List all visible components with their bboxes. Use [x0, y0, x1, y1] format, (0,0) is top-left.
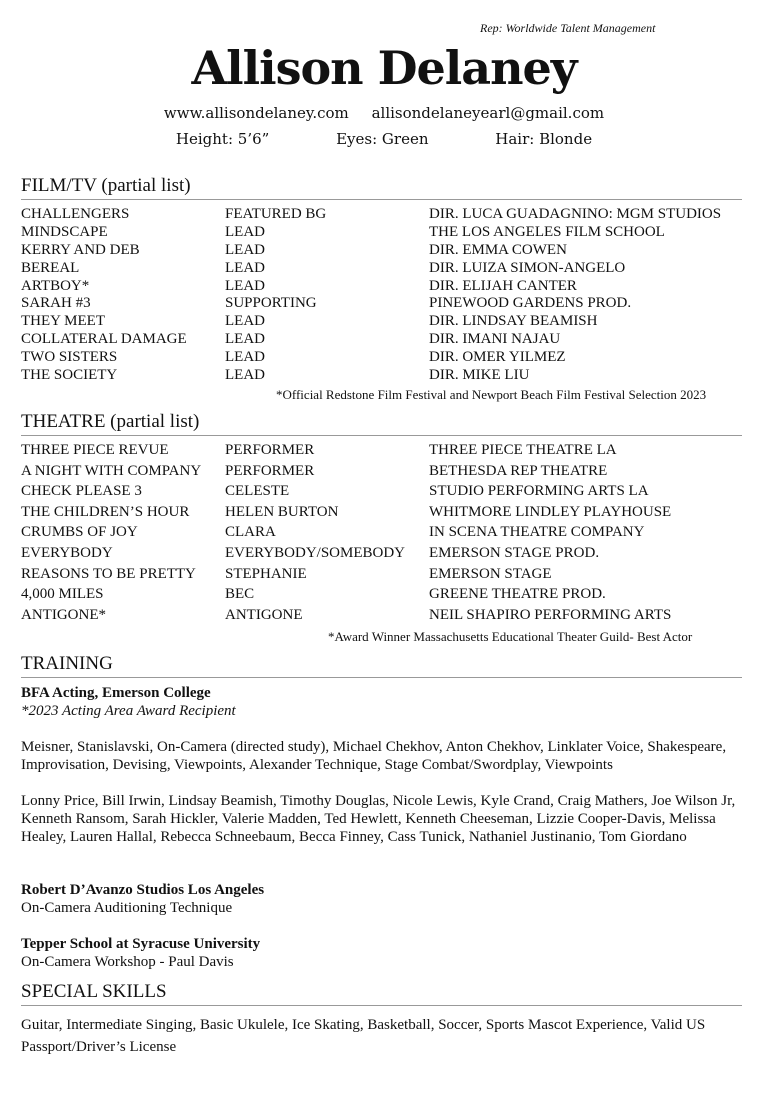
hair-stat: Hair: Blonde	[495, 130, 593, 148]
training-studio	[21, 881, 748, 917]
credit-company: IN SCENA THEATRE COMPANY	[429, 524, 645, 541]
credit-row	[21, 502, 748, 523]
credit-row	[21, 260, 748, 278]
studio-name: Robert D’Avanzo Studios Los Angeles	[21, 882, 265, 898]
school-award: *2023 Acting Area Award Recipient	[21, 703, 236, 719]
credit-role: STEPHANIE	[225, 565, 307, 582]
credit-role: LEAD	[225, 277, 265, 294]
credit-role: LEAD	[225, 223, 265, 240]
credit-title: MINDSCAPE	[21, 223, 108, 240]
credit-role: LEAD	[225, 367, 265, 384]
training-studio	[21, 935, 748, 971]
credit-role: LEAD	[225, 313, 265, 330]
training-teachers: Lonny Price, Bill Irwin, Lindsay Beamish, Timothy Douglas, Nicole Lewis, Kyle Crand, Craig Mathers, Joe Wilson Jr, Kenneth Ransom, Sarah Hickler, Valerie Madden, Ted Hewlett, Kenneth Cheeseman, Lizzie Cooper-Davis, Melissa Healey, Lauren Hallal, Rebecca Schneebaum, Becca Finney, Cass Tunick, Nathaniel Justinanio, Tom Giordano	[21, 793, 736, 845]
credit-row	[21, 331, 748, 349]
website-link[interactable]: www.allisondelaney.com	[163, 104, 349, 122]
credit-role: SUPPORTING	[225, 295, 317, 312]
credit-title: THEY MEET	[21, 313, 106, 330]
credit-company: BETHESDA REP THEATRE	[429, 462, 608, 479]
credit-title: EVERYBODY	[21, 544, 113, 561]
skills-heading: SPECIAL SKILLS	[21, 981, 742, 1006]
credit-role: HELEN BURTON	[225, 503, 339, 520]
credit-row	[21, 564, 748, 585]
credit-company: DIR. EMMA COWEN	[429, 241, 567, 258]
credit-role: PERFORMER	[225, 442, 315, 458]
credit-row	[21, 605, 748, 626]
credit-role: CLARA	[225, 524, 276, 541]
credit-company: DIR. MIKE LIU	[429, 367, 530, 384]
training-school	[21, 684, 748, 720]
credit-row	[21, 349, 748, 367]
theatre-heading: THEATRE (partial list)	[21, 411, 742, 436]
credit-title: CHALLENGERS	[21, 206, 130, 222]
school-name: BFA Acting, Emerson College	[21, 685, 211, 701]
credit-title: THREE PIECE REVUE	[21, 442, 169, 458]
credit-company: EMERSON STAGE PROD.	[429, 544, 600, 561]
credit-title: KERRY AND DEB	[21, 241, 140, 258]
training-techniques: Meisner, Stanislavski, On-Camera (directed study), Michael Chekhov, Anton Chekhov, Linklater Voice, Shakespeare, Improvisation, Devising, Viewpoints, Alexander Technique, Stage Combat/Swordplay, Viewpoints	[21, 739, 727, 773]
credit-company: DIR. LUCA GUADAGNINO: MGM STUDIOS	[429, 206, 722, 222]
credit-row	[21, 461, 748, 482]
credit-company: WHITMORE LINDLEY PLAYHOUSE	[429, 503, 672, 520]
credit-company: DIR. ELIJAH CANTER	[429, 277, 577, 294]
credit-title: TWO SISTERS	[21, 349, 118, 366]
credit-role: EVERYBODY/SOMEBODY	[225, 544, 406, 561]
credit-row	[21, 481, 748, 502]
credit-title: CHECK PLEASE 3	[21, 483, 142, 500]
credit-title: A NIGHT WITH COMPANY	[21, 462, 202, 479]
credit-row	[21, 206, 748, 224]
credit-row	[21, 543, 748, 564]
credit-company: STUDIO PERFORMING ARTS LA	[429, 483, 649, 500]
contact-line	[0, 104, 768, 122]
credit-row	[21, 278, 748, 296]
credit-role: LEAD	[225, 331, 265, 348]
credit-title: CRUMBS OF JOY	[21, 524, 138, 541]
credit-title: THE CHILDREN’S HOUR	[21, 503, 190, 520]
credit-row	[21, 522, 748, 543]
film-heading: FILM/TV (partial list)	[21, 175, 742, 200]
credit-title: ARTBOY*	[21, 277, 90, 294]
credit-title: ANTIGONE*	[21, 606, 106, 623]
stats-line	[0, 130, 768, 148]
representation-label: Rep: Worldwide Talent Management	[480, 21, 656, 35]
credit-role: FEATURED BG	[225, 206, 327, 222]
theatre-footnote: *Award Winner Massachusetts Educational Theater Guild- Best Actor	[328, 629, 693, 644]
credit-title: COLLATERAL DAMAGE	[21, 331, 187, 348]
eyes-stat: Eyes: Green	[336, 130, 429, 148]
credit-role: ANTIGONE	[225, 606, 303, 623]
credit-company: EMERSON STAGE	[429, 565, 552, 582]
credit-company: THE LOS ANGELES FILM SCHOOL	[429, 223, 665, 240]
height-stat: Height: 5’6”	[175, 130, 270, 148]
credit-role: LEAD	[225, 349, 265, 366]
credit-row	[21, 224, 748, 242]
credit-company: DIR. OMER YILMEZ	[429, 349, 566, 366]
credit-role: CELESTE	[225, 483, 290, 500]
actor-name: Allison Delaney	[191, 41, 577, 95]
credit-row	[21, 367, 748, 385]
credit-title: THE SOCIETY	[21, 367, 118, 384]
credit-row	[21, 295, 748, 313]
credit-role: LEAD	[225, 259, 265, 276]
credit-company: PINEWOOD GARDENS PROD.	[429, 295, 632, 312]
theatre-credits-list	[21, 440, 748, 625]
email-link[interactable]: allisondelaneyearl@gmail.com	[371, 104, 605, 122]
credit-row	[21, 313, 748, 331]
credit-row	[21, 584, 748, 605]
studio-name: Tepper School at Syracuse University	[21, 936, 261, 952]
credit-role: BEC	[225, 586, 255, 603]
studio-detail: On-Camera Auditioning Technique	[21, 900, 233, 916]
credit-title: REASONS TO BE PRETTY	[21, 565, 196, 582]
film-credits-list	[21, 206, 748, 385]
credit-company: DIR. LINDSAY BEAMISH	[429, 313, 598, 330]
studio-detail: On-Camera Workshop - Paul Davis	[21, 954, 234, 970]
training-heading: TRAINING	[21, 653, 742, 678]
credit-company: GREENE THEATRE PROD.	[429, 586, 606, 603]
credit-company: DIR. LUIZA SIMON-ANGELO	[429, 259, 626, 276]
credit-title: SARAH #3	[21, 295, 91, 312]
credit-role: PERFORMER	[225, 462, 315, 479]
credit-title: BEREAL	[21, 259, 80, 276]
film-footnote: *Official Redstone Film Festival and Newport Beach Film Festival Selection 2023	[276, 387, 707, 402]
credit-company: DIR. IMANI NAJAU	[429, 331, 561, 348]
credit-row	[21, 242, 748, 260]
credit-role: LEAD	[225, 241, 265, 258]
skills-text: Guitar, Intermediate Singing, Basic Ukulele, Ice Skating, Basketball, Soccer, Sports Mascot Experience, Valid US Passport/Driver’s License	[21, 1017, 706, 1055]
credit-title: 4,000 MILES	[21, 586, 104, 603]
credit-company: NEIL SHAPIRO PERFORMING ARTS	[429, 606, 672, 623]
credit-row	[21, 440, 748, 461]
credit-company: THREE PIECE THEATRE LA	[429, 442, 617, 458]
